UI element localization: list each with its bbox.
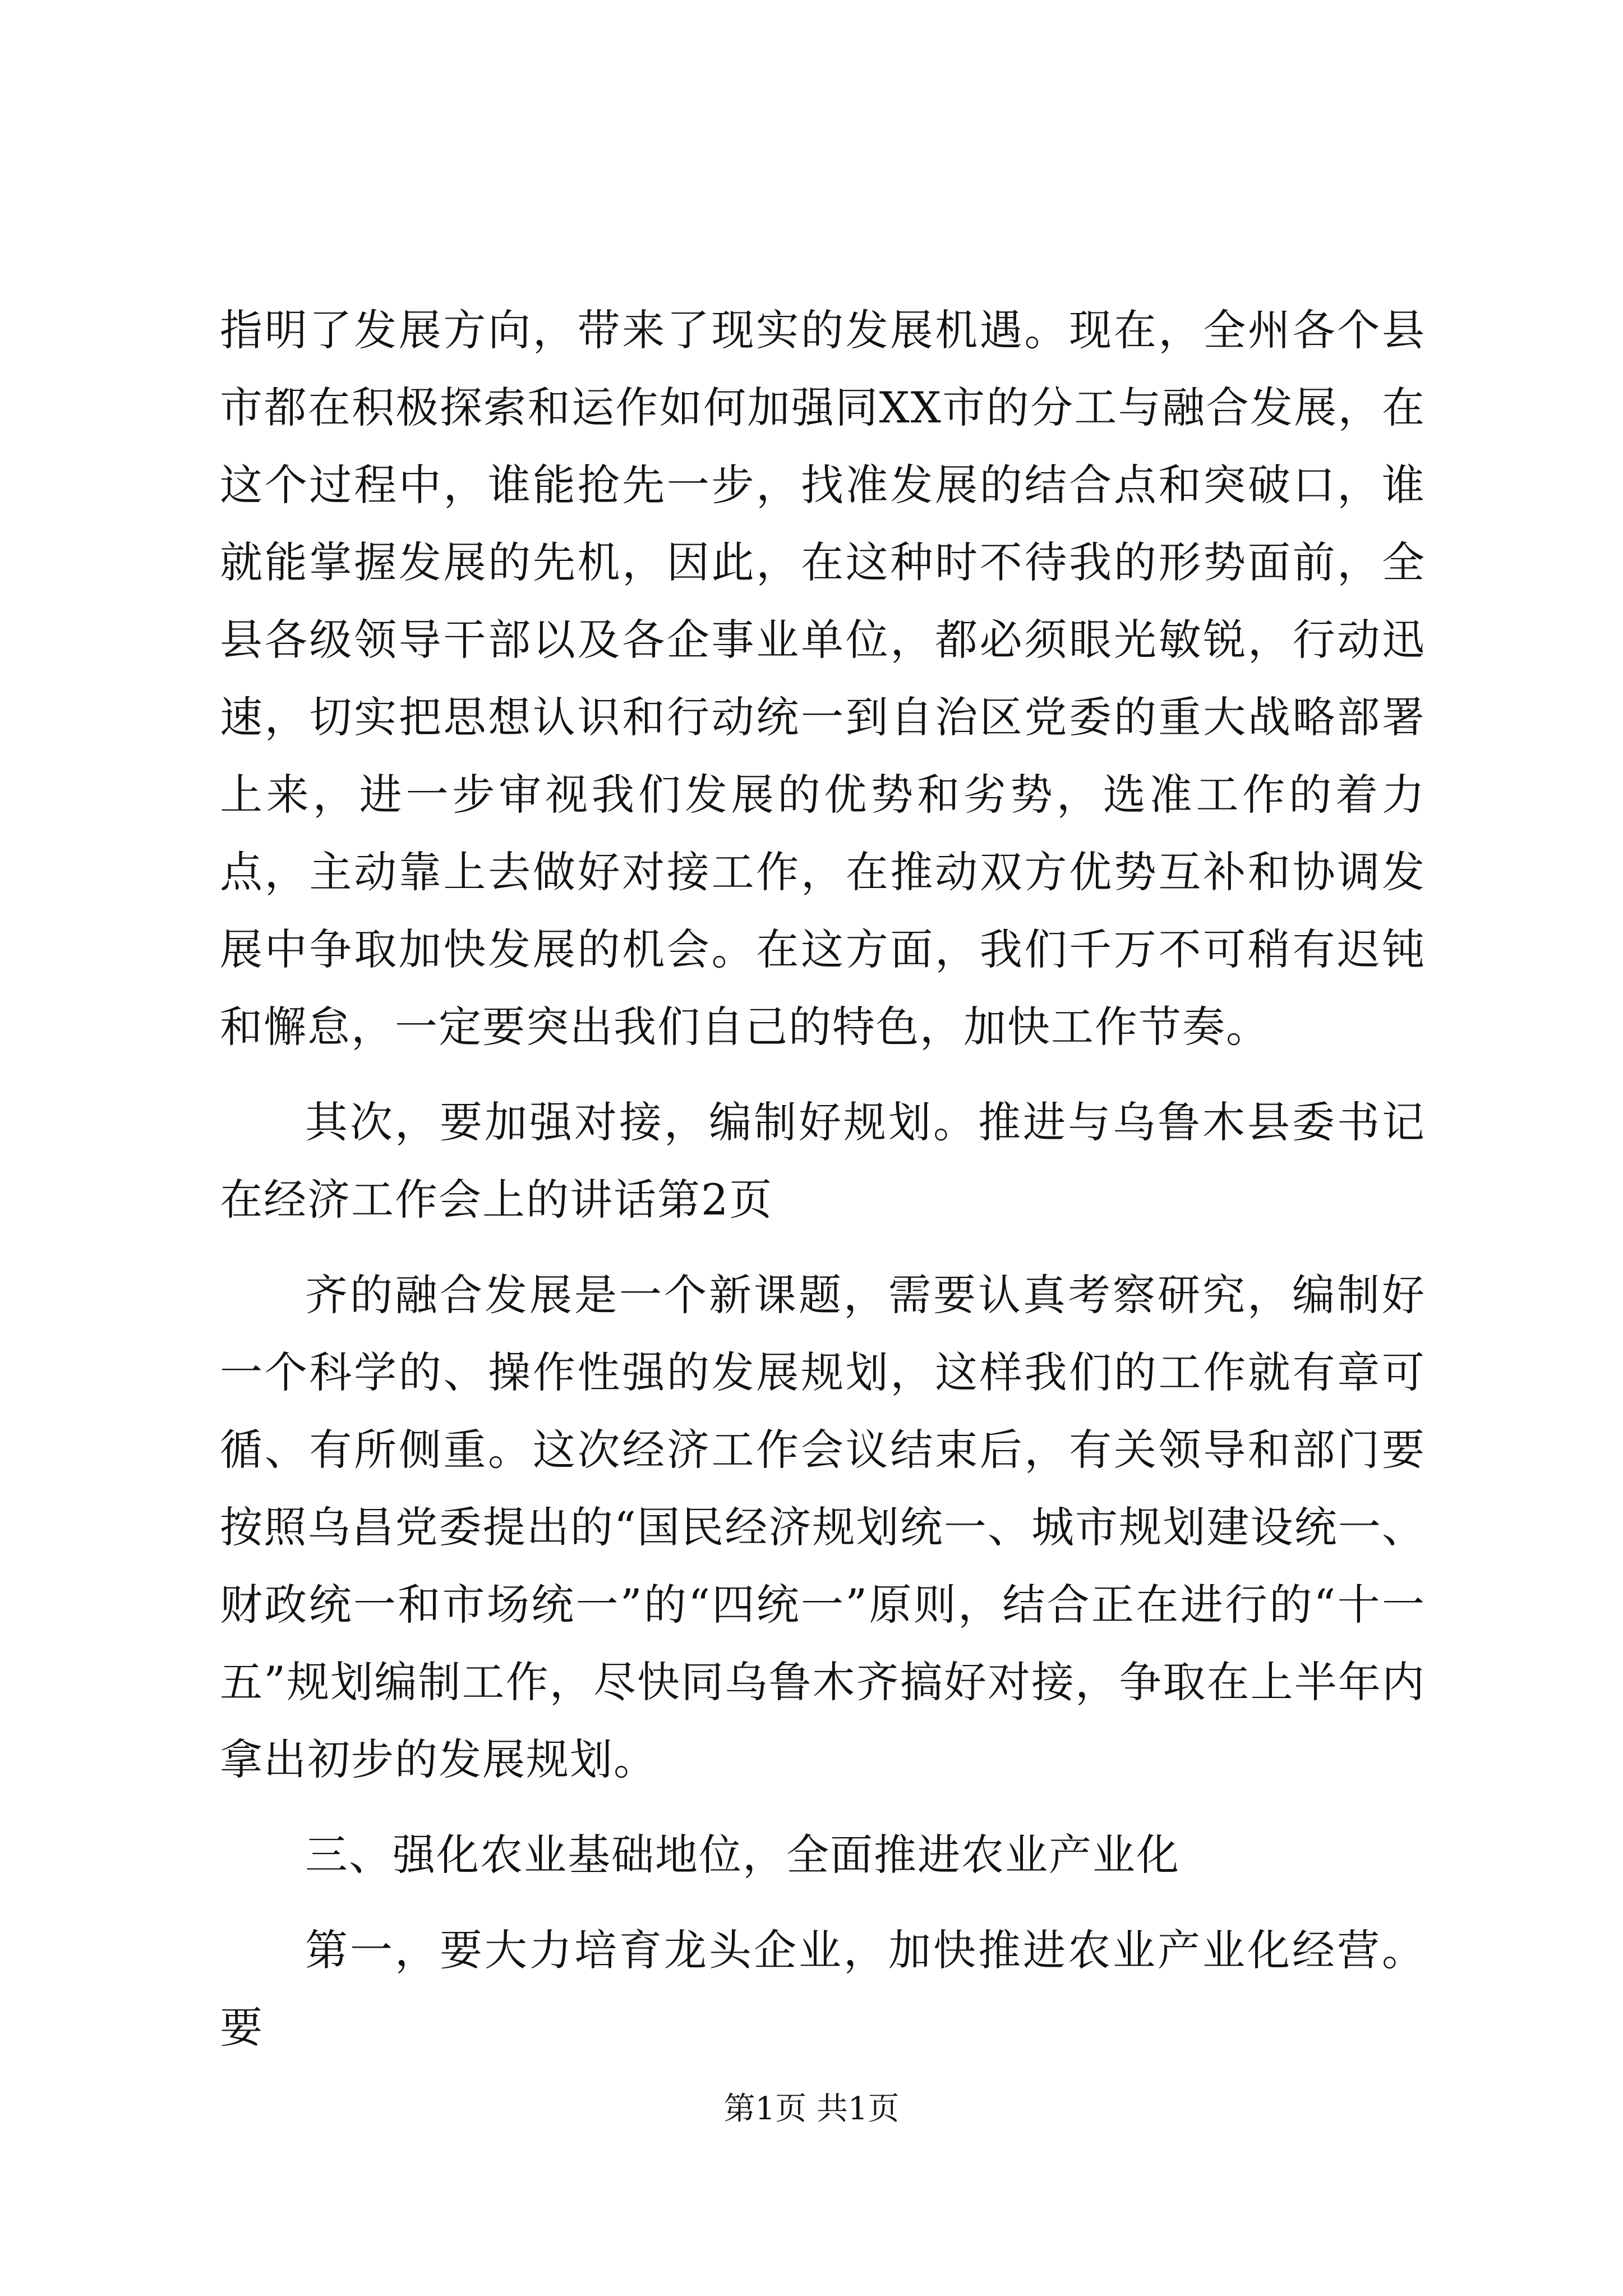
paragraph-agriculture: 第一，要大力培育龙头企业，加快推进农业产业化经营。要 xyxy=(220,1925,1426,2053)
document-body xyxy=(220,292,1426,2067)
paragraph-continuation: 指明了发展方向，带来了现实的发展机遇。现在，全州各个县市都在积极探索和运作如何加强同XX市的分工与融合发展，在这个过程中，谁能抢先一步，找准发展的结合点和突破口，谁就能掌握发展的先机，因此，在这种时不待我的形势面前，全县各级领导干部以及各企事业单位，都必须眼光敏锐，行动迅速，切实把思想认识和行动统一到自治区党委的重大战略部署上来，进一步审视我们发展的优势和劣势，选准工作的着力点，主动靠上去做好对接工作，在推动双方优势互补和协调发展中争取加快发展的机会。在这方面，我们千万不可稍有迟钝和懈怠，一定要突出我们自己的特色，加快工作节奏。 xyxy=(220,305,1426,1052)
paragraph-integration: 齐的融合发展是一个新课题，需要认真考察研究，编制好一个科学的、操作性强的发展规划，这样我们的工作就有章可循、有所侧重。这次经济工作会议结束后，有关领导和部门要按照乌昌党委提出的“国民经济规划统一、城市规划建设统一、财政统一和市场统一”的“四统一”原则，结合正在进行的“十一五”规划编制工作，尽快同乌鲁木齐搞好对接，争取在上半年内拿出初步的发展规划。 xyxy=(220,1270,1426,1784)
paragraph-planning: 其次，要加强对接，编制好规划。推进与乌鲁木县委书记在经济工作会上的讲话第2页 xyxy=(220,1097,1426,1225)
section-heading: 三、强化农业基础地位，全面推进农业产业化 xyxy=(305,1830,1180,1880)
page-number-footer: 第1页 共1页 xyxy=(723,2091,900,2127)
